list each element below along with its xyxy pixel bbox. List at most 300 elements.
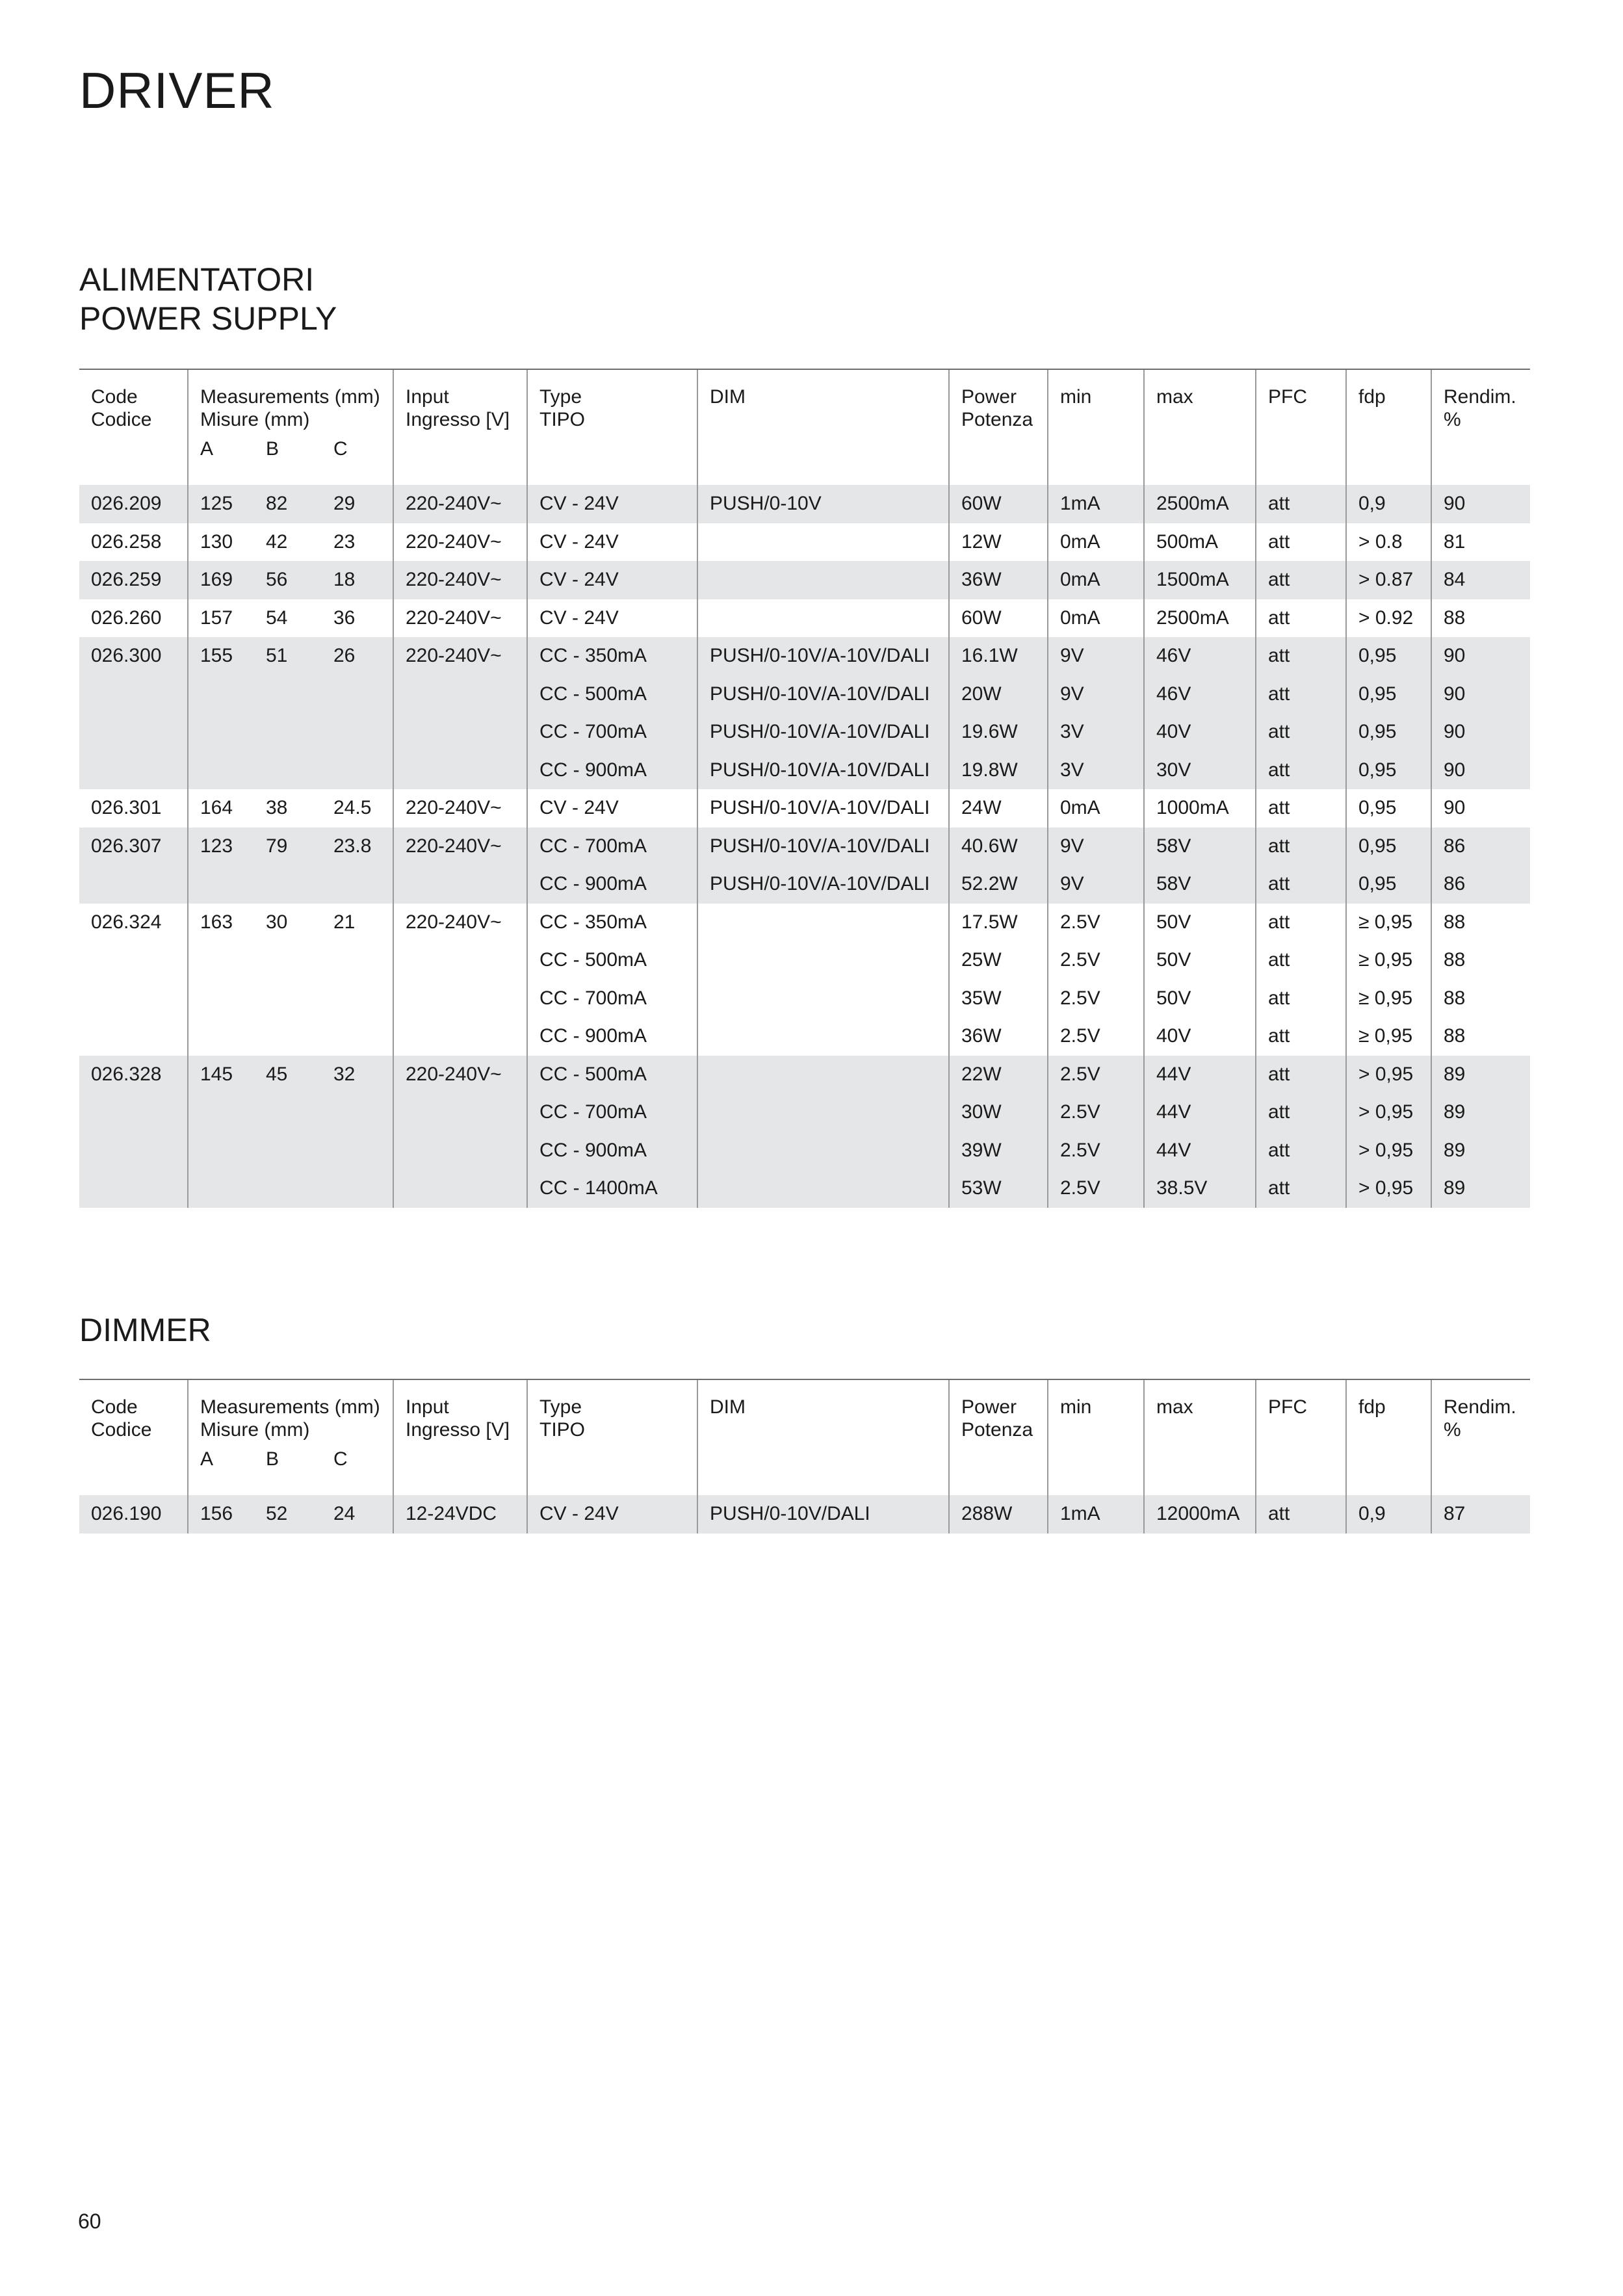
cell-dim: PUSH/0-10V/A-10V/DALI xyxy=(697,751,949,790)
cell-code: 026.307 xyxy=(79,828,188,866)
cell-b: 38 xyxy=(266,797,288,818)
cell-max: 50V xyxy=(1144,904,1256,942)
dimmer-title-line: DIMMER xyxy=(79,1312,211,1348)
cell-rendim: 86 xyxy=(1431,865,1530,904)
cell-type: CC - 700mA xyxy=(527,713,697,751)
cell-b xyxy=(254,713,322,751)
header-code-line: Codice xyxy=(91,409,152,430)
cell-rendim: 86 xyxy=(1431,828,1530,866)
cell-a: 125 xyxy=(188,485,254,523)
cell-min: 2.5V xyxy=(1048,1093,1144,1132)
header-power xyxy=(949,369,1048,437)
cell-min: 9V xyxy=(1048,865,1144,904)
header-blank xyxy=(527,1448,697,1495)
cell-type: CV - 24V xyxy=(527,789,697,828)
cell-a: 130 xyxy=(188,523,254,562)
header-power-line: Potenza xyxy=(961,409,1033,430)
cell-type: CV - 24V xyxy=(527,485,697,523)
cell-a xyxy=(188,675,254,714)
cell-power: 39W xyxy=(949,1132,1048,1170)
cell-dim xyxy=(697,1056,949,1094)
header-rendim-line: Rendim. xyxy=(1444,1396,1516,1418)
cell-code xyxy=(79,865,188,904)
cell-type: CC - 700mA xyxy=(527,980,697,1018)
header-input-line: Input xyxy=(406,386,449,408)
cell-c: 18 xyxy=(322,561,393,599)
header-measurements-line: Misure (mm) xyxy=(200,1419,310,1441)
cell-c xyxy=(322,751,393,790)
header-type xyxy=(527,1379,697,1448)
table-row xyxy=(79,599,1530,638)
cell-c: 36 xyxy=(333,607,356,629)
cell-power: 36W xyxy=(949,1017,1048,1056)
header-a: A xyxy=(188,437,254,485)
header-blank xyxy=(393,1448,527,1495)
header-max: max xyxy=(1144,1379,1256,1448)
cell-a xyxy=(188,980,254,1018)
cell-pfc: att xyxy=(1256,637,1346,675)
cell-dim xyxy=(697,561,949,599)
header-rendim xyxy=(1431,369,1530,437)
cell-dim xyxy=(697,904,949,942)
cell-b xyxy=(254,1132,322,1170)
header-blank xyxy=(1144,1448,1256,1495)
cell-min: 2.5V xyxy=(1048,904,1144,942)
table-row xyxy=(79,789,1530,828)
cell-type: CV - 24V xyxy=(527,561,697,599)
cell-input: 220-240V~ xyxy=(393,523,527,562)
cell-input: 220-240V~ xyxy=(393,637,527,675)
cell-min: 2.5V xyxy=(1048,1169,1144,1208)
cell-input xyxy=(393,865,527,904)
cell-max: 50V xyxy=(1144,941,1256,980)
header-blank xyxy=(527,437,697,485)
cell-b xyxy=(254,675,322,714)
header-b: B xyxy=(266,1448,279,1470)
cell-fdp: 0,95 xyxy=(1346,675,1431,714)
cell-rendim: 88 xyxy=(1431,599,1530,638)
cell-rendim: 90 xyxy=(1431,789,1530,828)
header-power-line: Potenza xyxy=(961,1419,1033,1441)
header-type-line: TIPO xyxy=(539,409,586,430)
cell-min: 3V xyxy=(1048,713,1144,751)
cell-power: 288W xyxy=(949,1495,1048,1533)
header-type-line: Type xyxy=(539,1396,582,1418)
cell-power: 20W xyxy=(949,675,1048,714)
header-input-line: Input xyxy=(406,1396,449,1418)
cell-dim xyxy=(697,1093,949,1132)
cell-pfc: att xyxy=(1256,561,1346,599)
header-code xyxy=(79,1379,188,1448)
header-measurements xyxy=(188,1379,393,1448)
cell-fdp: ≥ 0,95 xyxy=(1346,980,1431,1018)
cell-code xyxy=(79,941,188,980)
header-blank xyxy=(949,437,1048,485)
cell-min: 2.5V xyxy=(1048,1017,1144,1056)
cell-code: 026.258 xyxy=(91,530,162,553)
cell-c xyxy=(322,1017,393,1056)
cell-type: CC - 1400mA xyxy=(527,1169,697,1208)
header-blank xyxy=(1048,437,1144,485)
cell-min: 2.5V xyxy=(1048,1056,1144,1094)
cell-b xyxy=(254,751,322,790)
cell-a xyxy=(188,865,254,904)
cell-power: 35W xyxy=(949,980,1048,1018)
cell-power: 52.2W xyxy=(949,865,1048,904)
cell-code: 026.301 xyxy=(91,797,162,818)
table-row xyxy=(79,637,1530,675)
cell-rendim: 89 xyxy=(1431,1056,1530,1094)
header-power xyxy=(949,1379,1048,1448)
cell-pfc: att xyxy=(1256,599,1346,638)
table-row xyxy=(79,941,1530,980)
cell-c: 21 xyxy=(333,911,356,933)
cell-power: 25W xyxy=(949,941,1048,980)
cell-fdp: > 0,95 xyxy=(1346,1056,1431,1094)
cell-max: 46V xyxy=(1144,675,1256,714)
cell-a xyxy=(188,1132,254,1170)
table-row xyxy=(79,485,1530,523)
cell-c xyxy=(322,980,393,1018)
table-row xyxy=(79,751,1530,790)
cell-dim xyxy=(697,980,949,1018)
cell-code: 026.190 xyxy=(79,1495,188,1533)
cell-max: 1500mA xyxy=(1144,561,1256,599)
cell-dim xyxy=(697,599,949,638)
cell-type: CC - 350mA xyxy=(527,904,697,942)
cell-pfc: att xyxy=(1256,904,1346,942)
table-row xyxy=(79,1169,1530,1208)
cell-type: CC - 900mA xyxy=(527,1132,697,1170)
header-measurements-line: Misure (mm) xyxy=(200,409,310,430)
header-code-line: Codice xyxy=(91,1419,152,1441)
cell-b xyxy=(254,980,322,1018)
cell-fdp: 0,95 xyxy=(1346,637,1431,675)
cell-type: CV - 24V xyxy=(527,599,697,638)
cell-rendim: 90 xyxy=(1431,675,1530,714)
cell-fdp: > 0.87 xyxy=(1346,561,1431,599)
table-row xyxy=(79,828,1530,866)
cell-c: 32 xyxy=(322,1056,393,1094)
header-type xyxy=(527,369,697,437)
header-code xyxy=(79,369,188,437)
power-supply-table xyxy=(79,369,1530,1208)
header-blank xyxy=(1431,1448,1530,1495)
cell-rendim: 89 xyxy=(1431,1132,1530,1170)
cell-dim xyxy=(697,1169,949,1208)
cell-rendim: 88 xyxy=(1431,941,1530,980)
header-code-line: Code xyxy=(91,386,138,408)
cell-input: 220-240V~ xyxy=(393,599,527,638)
header-rendim-line: % xyxy=(1444,409,1461,430)
cell-code xyxy=(79,675,188,714)
cell-type: CC - 500mA xyxy=(527,941,697,980)
cell-pfc: att xyxy=(1256,751,1346,790)
cell-code: 026.209 xyxy=(79,485,188,523)
cell-c: 23.8 xyxy=(322,828,393,866)
cell-a xyxy=(188,713,254,751)
cell-b: 51 xyxy=(254,637,322,675)
table-row xyxy=(79,561,1530,599)
cell-a: 156 xyxy=(188,1495,254,1533)
cell-input: 220-240V~ xyxy=(393,828,527,866)
cell-input: 220-240V~ xyxy=(393,789,527,828)
cell-c xyxy=(322,1169,393,1208)
table-row xyxy=(79,1093,1530,1132)
cell-a: 164 xyxy=(188,789,254,828)
cell-pfc: att xyxy=(1256,1495,1346,1533)
header-blank xyxy=(1346,1448,1431,1495)
cell-b xyxy=(254,1169,322,1208)
header-blank xyxy=(697,437,949,485)
cell-pfc: att xyxy=(1256,1132,1346,1170)
page-title: DRIVER xyxy=(79,62,275,119)
cell-min: 3V xyxy=(1048,751,1144,790)
cell-rendim: 88 xyxy=(1431,980,1530,1018)
cell-code xyxy=(79,1169,188,1208)
cell-dim: PUSH/0-10V/A-10V/DALI xyxy=(697,713,949,751)
cell-pfc: att xyxy=(1256,1169,1346,1208)
cell-c xyxy=(322,713,393,751)
cell-c: 23 xyxy=(333,530,356,553)
cell-input: 220-240V~ xyxy=(393,485,527,523)
header-input-line: Ingresso [V] xyxy=(406,1419,510,1441)
table-row xyxy=(79,904,1530,942)
cell-code: 026.324 xyxy=(91,911,162,933)
table-row xyxy=(79,1056,1530,1094)
header-measurements-line: Measurements (mm) xyxy=(200,1396,380,1418)
header-code-line: Code xyxy=(91,1396,138,1418)
header-rendim-line: Rendim. xyxy=(1444,386,1516,408)
header-blank xyxy=(79,437,188,485)
header-pfc: PFC xyxy=(1256,1379,1346,1448)
cell-input xyxy=(393,941,527,980)
cell-power: 60W xyxy=(949,599,1048,638)
cell-code xyxy=(79,751,188,790)
cell-dim xyxy=(697,1132,949,1170)
power-supply-title-line: POWER SUPPLY xyxy=(79,300,337,337)
cell-code: 026.300 xyxy=(79,637,188,675)
cell-max: 50V xyxy=(1144,980,1256,1018)
cell-min: 2.5V xyxy=(1048,1132,1144,1170)
cell-input: 220-240V~ xyxy=(393,1056,527,1094)
cell-power: 19.8W xyxy=(949,751,1048,790)
cell-power: 16.1W xyxy=(949,637,1048,675)
header-input xyxy=(393,369,527,437)
header-blank xyxy=(1256,1448,1346,1495)
cell-a: 123 xyxy=(188,828,254,866)
cell-fdp: ≥ 0,95 xyxy=(1346,1017,1431,1056)
header-min: min xyxy=(1048,369,1144,437)
power-supply-title-line: ALIMENTATORI xyxy=(79,261,315,298)
cell-rendim: 90 xyxy=(1431,713,1530,751)
cell-code: 026.259 xyxy=(79,561,188,599)
cell-b: 56 xyxy=(254,561,322,599)
table-row xyxy=(79,1495,1530,1533)
cell-rendim: 89 xyxy=(1431,1169,1530,1208)
table-row xyxy=(79,523,1530,562)
cell-type: CV - 24V xyxy=(527,523,697,562)
header-min: min xyxy=(1048,1379,1144,1448)
header-c: C xyxy=(333,438,348,460)
cell-a: 145 xyxy=(188,1056,254,1094)
header-type-line: Type xyxy=(539,386,582,408)
dimmer-title xyxy=(79,1311,211,1350)
header-rendim xyxy=(1431,1379,1530,1448)
cell-max: 500mA xyxy=(1144,523,1256,562)
cell-rendim: 88 xyxy=(1431,904,1530,942)
cell-code: 026.328 xyxy=(79,1056,188,1094)
cell-rendim: 88 xyxy=(1431,1017,1530,1056)
cell-max: 40V xyxy=(1144,713,1256,751)
cell-b xyxy=(254,1017,322,1056)
power-supply-title xyxy=(79,260,337,338)
cell-min: 9V xyxy=(1048,828,1144,866)
cell-max: 58V xyxy=(1144,828,1256,866)
cell-pfc: att xyxy=(1256,713,1346,751)
cell-b: 82 xyxy=(254,485,322,523)
cell-type: CC - 500mA xyxy=(527,1056,697,1094)
header-c: C xyxy=(333,1448,348,1470)
cell-rendim: 84 xyxy=(1431,561,1530,599)
cell-pfc: att xyxy=(1256,1056,1346,1094)
cell-type: CC - 900mA xyxy=(527,865,697,904)
cell-pfc: att xyxy=(1256,941,1346,980)
cell-input: 220-240V~ xyxy=(393,904,527,942)
table-row xyxy=(79,980,1530,1018)
cell-input: 220-240V~ xyxy=(393,561,527,599)
cell-fdp: > 0,95 xyxy=(1346,1169,1431,1208)
cell-input xyxy=(393,980,527,1018)
cell-power: 53W xyxy=(949,1169,1048,1208)
header-fdp: fdp xyxy=(1346,1379,1431,1448)
cell-min: 2.5V xyxy=(1048,941,1144,980)
cell-code xyxy=(79,1017,188,1056)
cell-rendim: 81 xyxy=(1431,523,1530,562)
header-pfc: PFC xyxy=(1256,369,1346,437)
cell-pfc: att xyxy=(1256,1017,1346,1056)
cell-dim: PUSH/0-10V/A-10V/DALI xyxy=(697,637,949,675)
cell-power: 22W xyxy=(949,1056,1048,1094)
cell-input xyxy=(393,1169,527,1208)
cell-min: 0mA xyxy=(1048,599,1144,638)
cell-b: 54 xyxy=(266,607,288,629)
cell-type: CC - 900mA xyxy=(527,1017,697,1056)
cell-fdp: 0,95 xyxy=(1346,789,1431,828)
cell-power: 19.6W xyxy=(949,713,1048,751)
header-blank xyxy=(79,1448,188,1495)
cell-fdp: 0,9 xyxy=(1346,485,1431,523)
table-row xyxy=(79,675,1530,714)
cell-fdp: > 0.8 xyxy=(1346,523,1431,562)
header-b: B xyxy=(266,438,279,460)
cell-a xyxy=(188,1017,254,1056)
cell-pfc: att xyxy=(1256,1093,1346,1132)
cell-rendim: 87 xyxy=(1431,1495,1530,1533)
cell-input: 12-24VDC xyxy=(393,1495,527,1533)
cell-dim: PUSH/0-10V/DALI xyxy=(697,1495,949,1533)
cell-a: 163 xyxy=(188,904,254,942)
cell-b: 30 xyxy=(266,911,288,933)
cell-fdp: 0,95 xyxy=(1346,713,1431,751)
header-measurements-line: Measurements (mm) xyxy=(200,386,380,408)
cell-fdp: ≥ 0,95 xyxy=(1346,941,1431,980)
cell-a xyxy=(188,1093,254,1132)
table-row xyxy=(79,1132,1530,1170)
cell-dim xyxy=(697,1017,949,1056)
cell-max: 40V xyxy=(1144,1017,1256,1056)
cell-pfc: att xyxy=(1256,789,1346,828)
header-power-line: Power xyxy=(961,1396,1017,1418)
cell-c xyxy=(322,941,393,980)
cell-dim: PUSH/0-10V/A-10V/DALI xyxy=(697,828,949,866)
cell-fdp: > 0.92 xyxy=(1346,599,1431,638)
header-measurements xyxy=(188,369,393,437)
header-blank xyxy=(949,1448,1048,1495)
header-max: max xyxy=(1144,369,1256,437)
cell-max: 44V xyxy=(1144,1056,1256,1094)
cell-dim xyxy=(697,523,949,562)
cell-pfc: att xyxy=(1256,828,1346,866)
cell-fdp: 0,95 xyxy=(1346,751,1431,790)
header-blank xyxy=(1144,437,1256,485)
cell-power: 36W xyxy=(949,561,1048,599)
cell-dim: PUSH/0-10V/A-10V/DALI xyxy=(697,865,949,904)
cell-type: CV - 24V xyxy=(527,1495,697,1533)
cell-type: CC - 700mA xyxy=(527,828,697,866)
cell-max: 44V xyxy=(1144,1093,1256,1132)
cell-max: 12000mA xyxy=(1144,1495,1256,1533)
cell-input xyxy=(393,1093,527,1132)
cell-b: 42 xyxy=(266,530,288,553)
cell-power: 12W xyxy=(949,523,1048,562)
cell-max: 1000mA xyxy=(1144,789,1256,828)
header-input xyxy=(393,1379,527,1448)
cell-min: 2.5V xyxy=(1048,980,1144,1018)
header-dim: DIM xyxy=(697,1379,949,1448)
cell-code xyxy=(79,1093,188,1132)
cell-pfc: att xyxy=(1256,980,1346,1018)
header-blank xyxy=(1346,437,1431,485)
cell-power: 40.6W xyxy=(949,828,1048,866)
cell-max: 30V xyxy=(1144,751,1256,790)
cell-a xyxy=(188,751,254,790)
cell-code xyxy=(79,980,188,1018)
cell-a: 169 xyxy=(188,561,254,599)
cell-min: 9V xyxy=(1048,637,1144,675)
cell-power: 60W xyxy=(949,485,1048,523)
cell-fdp: 0,9 xyxy=(1346,1495,1431,1533)
cell-rendim: 90 xyxy=(1431,751,1530,790)
cell-max: 2500mA xyxy=(1144,599,1256,638)
cell-c: 24.5 xyxy=(333,797,372,818)
header-power-line: Power xyxy=(961,386,1017,408)
header-blank xyxy=(1256,437,1346,485)
cell-min: 0mA xyxy=(1048,561,1144,599)
cell-dim: PUSH/0-10V/A-10V/DALI xyxy=(697,675,949,714)
cell-min: 9V xyxy=(1048,675,1144,714)
header-a: A xyxy=(188,1448,254,1495)
cell-max: 2500mA xyxy=(1144,485,1256,523)
cell-dim: PUSH/0-10V xyxy=(697,485,949,523)
cell-input xyxy=(393,713,527,751)
cell-fdp: > 0,95 xyxy=(1346,1132,1431,1170)
dimmer-table xyxy=(79,1379,1530,1533)
cell-b: 79 xyxy=(254,828,322,866)
header-blank xyxy=(1048,1448,1144,1495)
header-type-line: TIPO xyxy=(539,1419,586,1441)
cell-code xyxy=(79,1132,188,1170)
